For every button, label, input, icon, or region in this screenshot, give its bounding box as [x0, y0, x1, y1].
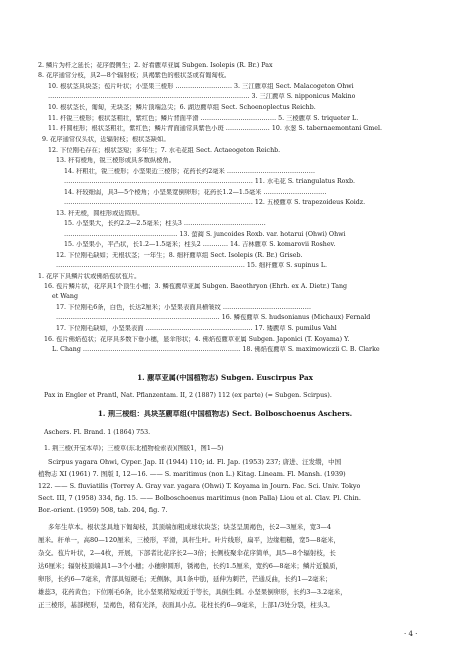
- section-heading: 1. 荆三棱组：具块茎藨草组(中国植物志) Sect. Bolboschoenus Aschers.: [97, 410, 353, 418]
- text-line: ……………………………………………………………………………… 15. 细秆藨草 S. supinus L.: [56, 262, 328, 269]
- text-line: 多年生草本。根状茎具地下匍匐枝，其顶端加粗成球状块茎；块茎呈黑褐色，长2—3厘米，宽3—4: [48, 523, 332, 531]
- text-line: 17. 下位刚毛6条，白色，长达2厘米；小坚果表面具横皱纹 ……………………………………: [56, 304, 312, 311]
- text-line: Scirpus yagara Ohwi, Cyper. Jap. II (1944) 110; id. Fl. Jap. (1953) 237; 唐进、汪发缵，中国: [48, 458, 342, 466]
- text-line: 13. 秆有棱角，锐三棱形或具多数纵棱角。: [56, 157, 176, 164]
- text-line: Sect. III, 7 (1958) 334, fig. 15. —— Bolboschoenus maritimus (non Palla) Liou et al. Clav. Pl. Chin.: [38, 494, 361, 502]
- text-line: 卵形，长约6—7毫米，背部具短硬毛；无侧脉，具1条中肋，延伸为刺芒，芒通反曲，长约1—2毫米；: [38, 575, 332, 583]
- page-number: · 4 ·: [404, 630, 418, 638]
- text-line: 11. 杆圆柱形；根状茎粗壮，紫红色；鳞片背面通常具紫色小斑 ………………… 10. 水葱 S. tabernaemontani Gmel.: [48, 125, 383, 132]
- text-line: 13. 秆无棱，圆柱形或近圆形。: [56, 210, 144, 217]
- text-line: 达6厘米；辐射枝顶端具1—3个小穗；小穗卵圆形，锈褐色，长约1.5厘米，宽约6—8毫米；鳞片近膜质，: [38, 562, 343, 570]
- text-line: 雄蕊3，花药黄色；下位刚毛6条，比小坚果稍短或近于等长，具倒生刺。小坚果倒卵形，长约3—3.2毫米，: [38, 588, 347, 596]
- text-line: 10. 根状茎长，匍匐，无块茎；鳞片顶端急尖；6. 湖边藨草组 Sect. Schoenoplectus Reichb.: [48, 104, 316, 111]
- text-line: ……………………………………………………………………………… 12. 五棱藨草 S. trapezoideus Koidz.: [64, 199, 366, 206]
- text-line: ……………………………………………………………………………… 11. 水毛花 S. triangulatus Roxb.: [64, 178, 356, 185]
- text-line: 11. 杆锐三棱形；根状茎粗壮，紫红色；鳞片背面平滑 ……………………………… 5. 三棱藨草 S. triqueter L.: [48, 115, 359, 122]
- text-line: 14. 秆较细弱，具3—5个棱角；小坚果宽倒卵形；花药长1.2—1.5毫米 …………………………: [64, 189, 327, 196]
- text-line: …………………………………………………………………… 16. 鳞苞藨草 S. hudsonianus (Michaux) Fernald: [56, 314, 371, 321]
- text-line: 正三棱形，基部楔形，呈褐色，稍有光泽，表面具小点。花柱长约6—9毫米，上部1/3处分裂，柱头3。: [38, 601, 334, 609]
- text-line: 15. 小坚果大，长约2.2—2.5毫米；柱头3 …………………………………: [64, 220, 266, 227]
- text-line: 12. 下位刚毛缺如；无根状茎；一年生；8. 细秆藨草组 Sect. Isolepis (R. Br.) Griseb.: [56, 252, 303, 259]
- species-heading: 1. 荆三棱(开宝本草)；三棱草(东北植物检索表)(图版1，图1—5): [44, 445, 224, 452]
- text-line: 2. 鳞片为杆之延长；花序假侧生；2. 好看藨草亚属 Subgen. Isolepis (R. Br.) Pax: [38, 62, 273, 69]
- text-line: 122. —— S. fluviatilis (Torrey A. Gray var. yagara (Ohwi) T. Koyama in Journ. Fac. Sci. Univ. Tokyo: [38, 482, 361, 490]
- text-line: 12. 下位刚毛存在；根状茎短；多年生；7. 水毛花组 Sect. Actaeogeton Reichb.: [48, 147, 281, 154]
- text-line: 杂交。苞片叶状，2—4枚，开展，下部者比花序长2—3倍；长侧枝聚伞花序简单，具5—8个辐射枝，长: [38, 549, 336, 557]
- text-line: Pax in Engler et Prantl, Nat. Pflanzentam. II, 2 (1887) 112 (ex parte) (= Subgen. Scirpus).: [44, 392, 332, 399]
- text-line: 厘米。秆单一，高80—120厘米，三棱形，平滑，具秆生叶。叶片线形，扁平，边缘粗糙，宽5—8毫米，: [38, 536, 340, 544]
- text-line: 植物志 XI (1961) 7. 图版 I, 12—16. —— S. maritimus (non L.) Kitag. Lineam. Fl. Mansh. (1939): [38, 470, 346, 478]
- text-line: 1. 花序下具鳞片状或佛焰苞状苞片。: [38, 273, 141, 280]
- text-line: et Wang: [52, 293, 79, 300]
- text-line: 16. 苞片佛焰苞状；花序具多数下垂小穗，显伞形状；4. 佛焰苞藨草亚属 Subgen. Japonici (T. Koyama) Y.: [44, 336, 350, 343]
- text-line: 8. 花序通常分枝，具2—8个辐射枝；具褐紫色的根状茎或有匍匐枝。: [38, 72, 231, 79]
- text-line: …………………………………………………………………………………… 3. 三江藨草 S. nipponicus Makino: [48, 93, 356, 100]
- text-line: 9. 花序通常仅头状，近辐射枝；根状茎缺如。: [42, 136, 170, 143]
- text-line: 15. 小坚果小，平凸状，长1.2—1.5毫米；柱头2 ………… 14. 吉林藨草 S. komarovii Roshev.: [64, 241, 336, 248]
- text-line: 14. 秆粗壮，锐三棱形；小坚果近三棱形；花药长约2毫米 ……………………………………: [64, 168, 316, 175]
- text-line: Bor.-orient. (1959) 508, tab. 204, fig. 7.: [38, 506, 168, 514]
- text-line: 10. 根状茎具块茎；苞片叶状；小坚果三棱形 ……………………… 3. 三江藨草组 Sect. Malacogeton Ohwi: [48, 83, 354, 90]
- section-heading: 1. 藨草亚属(中国植物志) Subgen. Euscirpus Pax: [137, 374, 313, 382]
- text-line: 16. 苞片鳞片状，花序具1个顶生小穗；3. 鳞苞藨草亚属 Subgen. Baeothryon (Ehrh. ex A. Dietr.) Tang: [44, 283, 348, 290]
- text-line: L. Chang ………………………………………………………………… 18. 佛焰苞藨草 S. maximowiczii C. B. Clarke: [52, 346, 380, 353]
- text-line: ……………………………………………… 13. 萤蔺 S. juncoides Roxb. var. hotarui (Ohwi) Ohwi: [64, 231, 346, 238]
- text-line: 17. 下位刚毛缺如，小坚果表面 …………………………………………… 17. 矮藨草 S. pumilus Vahl: [56, 325, 337, 332]
- text-line: Aschers. Fl. Brand. 1 (1864) 753.: [44, 429, 151, 436]
